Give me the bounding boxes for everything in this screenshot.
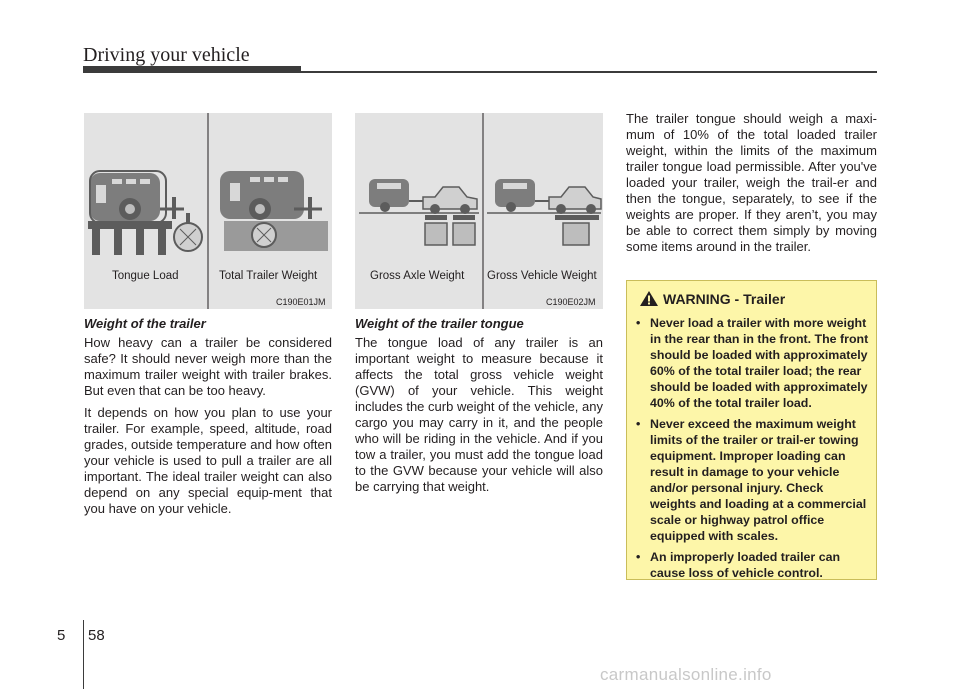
warning-triangle-icon [639,290,659,307]
figure-code: C190E01JM [276,297,326,307]
car-with-trailer-icon [487,179,601,214]
paragraph: The tongue load of any trailer is an important weight to measure because it affects the total gross vehicle weight (GVW) of your vehicle. This weight includes the curb weight of the vehicle, any cargo you may carry in it, and the people who will be riding in the vehicle. And if you tow a trailer, you must add the tongue load to the GVW because your vehicle will also be carrying that weight. [355,335,603,494]
bathroom-scale-icon [252,223,276,247]
warning-box [626,280,877,580]
axle-scale-icon [425,215,475,245]
warning-item: • Never load a trailer with more weight in the rear than in the front. The front should be loaded with approximately 60% of the total trailer load; the rear should be loaded with approximately 40% of the total trailer load. [635,315,871,411]
figure-label-total-trailer-weight: Total Trailer Weight [219,270,318,282]
paragraph: How heavy can a trailer be considered safe? It should never weigh more than the maximum trailer weight with trailer brakes. But even that can be too heavy. [84,335,332,398]
car-with-trailer-icon [359,179,479,214]
section-heading-trailer-weight: Weight of the trailer [84,316,206,331]
page-number: 58 [88,627,105,644]
section-heading-tongue-weight: Weight of the trailer tongue [355,316,524,331]
paragraph: It depends on how you plan to use your trailer. For example, speed, altitude, road grades, outside temperature and how often your vehicle is used to pull a trailer are all important. The ideal trailer weight can also depend on any special equip-ment that you have on your vehicle. [84,405,332,516]
header-rule-thin [83,71,877,73]
bathroom-scale-icon [174,213,202,251]
warning-item: • An improperly loaded trailer can cause loss of vehicle control. [635,549,871,581]
figure-code: C190E02JM [546,297,596,307]
vehicle-scale-icon [555,215,599,245]
trailer-on-blocks-icon [88,171,184,255]
watermark-text: carmanualsonline.info [600,665,772,684]
warning-item: • Never exceed the maximum weight limits of the trailer or trail-er towing equipment. Improper loading can result in damage to your vehicle and/or personal injury. Check weights and loading at a commercial scale or highway patrol office equipped with scales. [635,416,871,544]
page-header-title: Driving your vehicle [83,44,250,66]
warning-title [663,291,785,307]
paragraph: The trailer tongue should weigh a maxi-mum of 10% of the total loaded trailer weight, within the limits of the maximum trailer tongue load permissible. After you've loaded your trailer, weigh the trail-er and then the tongue, separately, to see if the weights are proper. If they aren’t, you may be able to correct them simply by moving some items around in the trailer. [626,111,877,254]
warning-title-suffix: Trailer [743,291,786,307]
figure-label-gross-axle-weight: Gross Axle Weight [370,270,465,282]
figure-label-tongue-load: Tongue Load [112,270,179,282]
figure-label-gross-vehicle-weight: Gross Vehicle Weight [487,270,597,282]
footer-rule [83,620,84,689]
chapter-number: 5 [57,627,66,644]
warning-title-prefix: WARNING - [663,291,744,307]
warning-list [635,315,871,586]
